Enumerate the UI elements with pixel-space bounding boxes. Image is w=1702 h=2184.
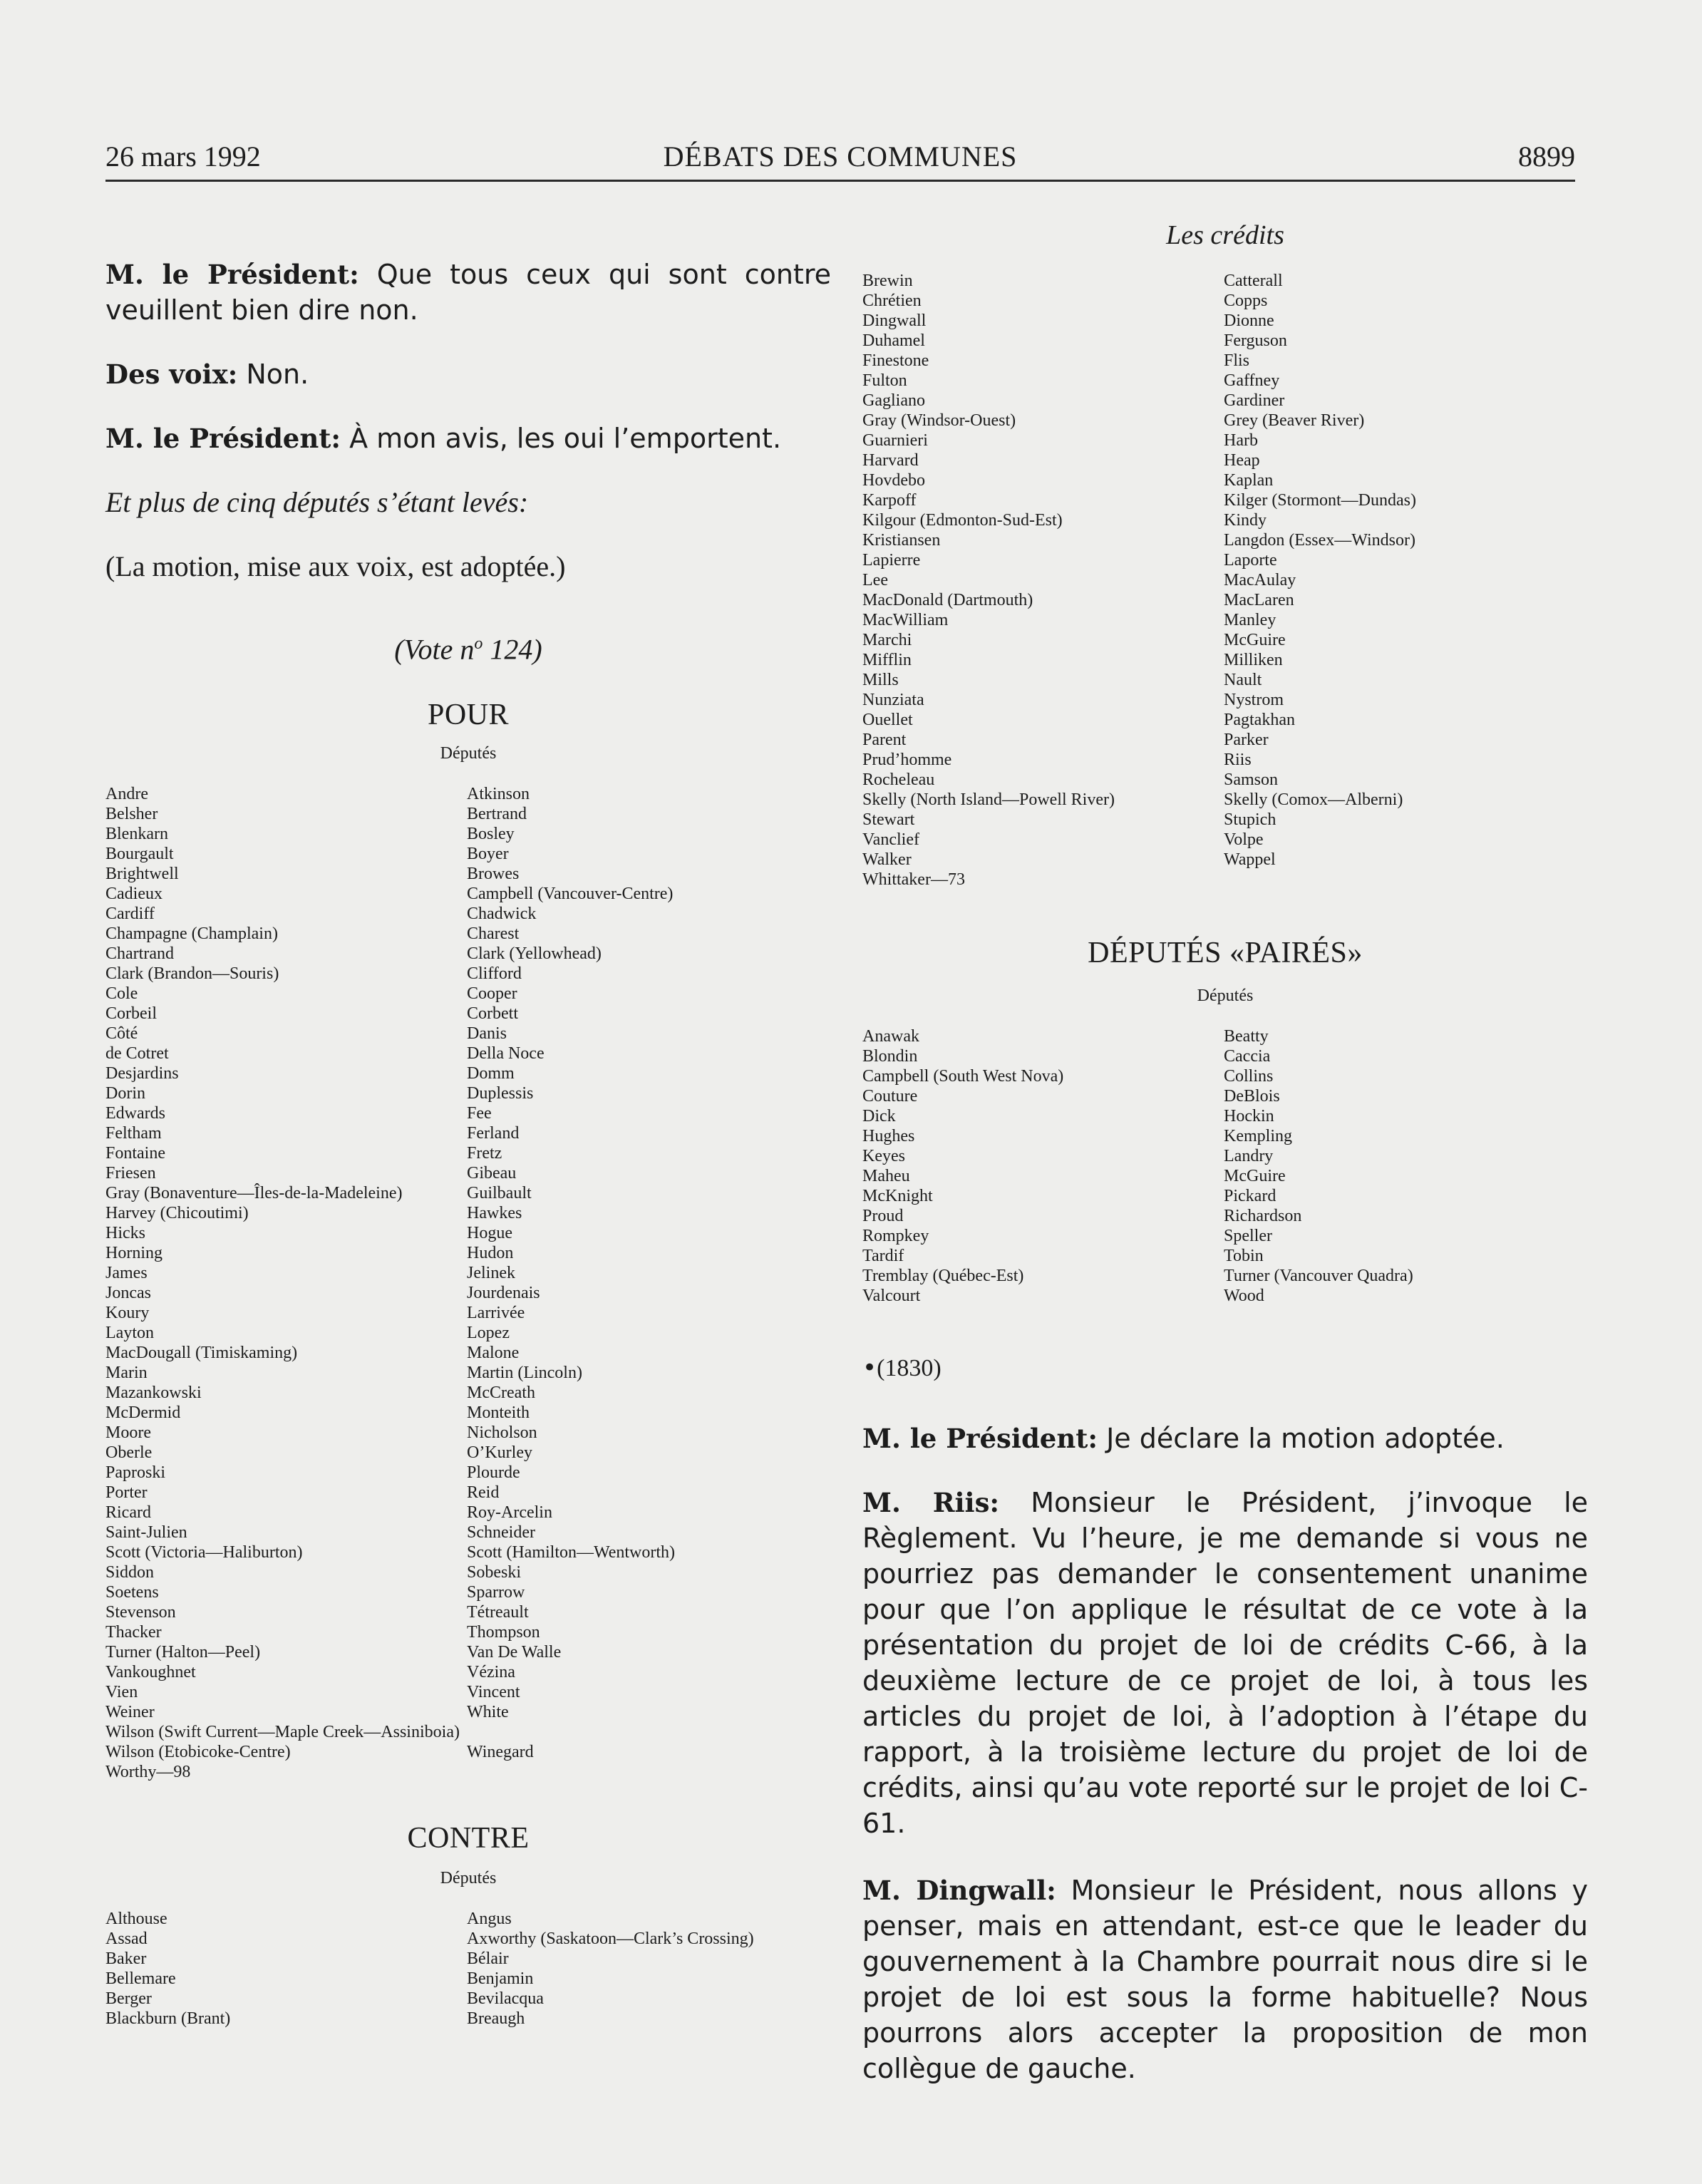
- member-name: Wappel: [1224, 850, 1276, 869]
- pour-subheading: Députés: [440, 744, 497, 763]
- speech-text: À mon avis, les oui l’emportent.: [341, 423, 782, 454]
- speech-text: Monsieur le Président, j’invoque le Règlement. Vu l’heure, je me demande si vous ne pourriez pas demander le consentement unanime pour que l’on applique le résultat de ce vote à la présentation du projet de loi de crédits C-66, à la deuxième lecture de ce projet de loi, à tous les articles du projet de loi, à l’adoption à l’étape du rapport, à la troisième lecture du projet de loi de crédits, ainsi qu’au vote reporté sur le projet de loi C-61.: [862, 1487, 1589, 1839]
- paires-column-1: [862, 1026, 1224, 1306]
- member-name: Siddon: [105, 1563, 155, 1582]
- member-name: Finestone: [862, 351, 929, 370]
- member-name: Bosley: [467, 825, 515, 844]
- member-name: McCreath: [467, 1384, 535, 1403]
- member-name: Guarnieri: [862, 431, 928, 450]
- member-name: Thacker: [105, 1623, 162, 1642]
- member-name: Wilson (Etobicoke-Centre): [105, 1743, 291, 1762]
- member-name: Browes: [467, 865, 520, 884]
- member-name: Kilgour (Edmonton-Sud-Est): [862, 511, 1063, 530]
- member-name: Della Noce: [467, 1044, 545, 1063]
- member-name: Kilger (Stormont—Dundas): [1224, 491, 1416, 510]
- member-name: Van De Walle: [467, 1643, 562, 1662]
- member-name: Duplessis: [467, 1084, 534, 1103]
- contre-column-1: [105, 1909, 467, 2029]
- speaker-name: Des voix:: [105, 359, 238, 390]
- pour-list: [105, 784, 831, 1782]
- member-name: Keyes: [862, 1147, 905, 1165]
- member-name: Vanclief: [862, 830, 919, 849]
- member-name: MacWilliam: [862, 611, 949, 629]
- member-name: MacLaren: [1224, 591, 1294, 609]
- member-name: Atkinson: [467, 785, 530, 804]
- member-name: Chartrand: [105, 944, 174, 964]
- member-name: Dionne: [1224, 311, 1274, 330]
- member-name: Fontaine: [105, 1144, 165, 1163]
- motion-result: (La motion, mise aux voix, est adoptée.): [105, 550, 566, 582]
- member-name: MacDonald (Dartmouth): [862, 591, 1033, 609]
- member-name: MacAulay: [1224, 571, 1296, 589]
- member-name: Bertrand: [467, 805, 527, 824]
- contre-list-left: [105, 1909, 831, 2029]
- contre-heading: CONTRE: [407, 1822, 530, 1855]
- member-name: Skelly (North Island—Powell River): [862, 790, 1115, 809]
- member-name: Beatty: [1224, 1027, 1269, 1046]
- member-name: Whittaker—73: [862, 870, 965, 889]
- member-name: Jelinek: [467, 1264, 515, 1283]
- member-name: Andre: [105, 785, 148, 804]
- member-name: Clark (Brandon—Souris): [105, 964, 279, 984]
- member-name: Mifflin: [862, 651, 912, 669]
- header-title: DÉBATS DES COMMUNES: [663, 140, 1018, 172]
- member-name: Proud: [862, 1207, 904, 1225]
- member-name: Gaffney: [1224, 371, 1280, 390]
- member-name: Layton: [105, 1324, 154, 1343]
- member-name: Ouellet: [862, 711, 913, 729]
- speech-text: Que tous ceux qui sont contre veuillent bien dire non.: [105, 259, 831, 326]
- member-name: Mazankowski: [105, 1384, 202, 1403]
- member-name: Dick: [862, 1107, 896, 1126]
- member-name: Duhamel: [862, 331, 925, 350]
- member-name: James: [105, 1264, 148, 1283]
- member-name: Marin: [105, 1364, 148, 1383]
- member-name: Clark (Yellowhead): [467, 944, 602, 964]
- member-name: Scott (Hamilton—Wentworth): [467, 1543, 676, 1562]
- member-name: Kaplan: [1224, 471, 1274, 490]
- member-name: Tardif: [862, 1247, 904, 1265]
- member-name: Ricard: [105, 1503, 151, 1523]
- member-name: Lapierre: [862, 551, 921, 570]
- member-name: Langdon (Essex—Windsor): [1224, 531, 1415, 550]
- member-name: Nault: [1224, 671, 1262, 689]
- speaker-name: M. Riis:: [862, 1487, 1000, 1518]
- member-name: Caccia: [1224, 1047, 1271, 1066]
- member-name: Axworthy (Saskatoon—Clark’s Crossing): [467, 1930, 754, 1949]
- member-name: Côté: [105, 1024, 138, 1044]
- member-name: Martin (Lincoln): [467, 1364, 582, 1383]
- member-name: Ferguson: [1224, 331, 1287, 350]
- member-name: Lee: [862, 571, 888, 589]
- member-name: Angus: [467, 1910, 512, 1929]
- member-name: Baker: [105, 1949, 147, 1969]
- member-name: Kempling: [1224, 1127, 1292, 1145]
- running-head: Les crédits: [1166, 220, 1284, 250]
- contre-column-4: [1224, 271, 1588, 890]
- member-name: Wilson (Swift Current—Maple Creek—Assiniboia): [105, 1723, 460, 1742]
- member-name: Mills: [862, 671, 899, 689]
- member-name: Anawak: [862, 1027, 919, 1046]
- member-name: Landry: [1224, 1147, 1274, 1165]
- member-name: Couture: [862, 1087, 918, 1106]
- page-number: 8899: [1518, 140, 1575, 172]
- member-name: Catterall: [1224, 272, 1283, 290]
- member-name: Gagliano: [862, 391, 925, 410]
- member-name: Harvey (Chicoutimi): [105, 1204, 249, 1223]
- member-name: Sobeski: [467, 1563, 522, 1582]
- page-header: [105, 140, 1575, 182]
- member-name: Hogue: [467, 1224, 512, 1243]
- member-name: Skelly (Comox—Alberni): [1224, 790, 1403, 809]
- member-name: Richardson: [1224, 1207, 1302, 1225]
- member-name: Larrivée: [467, 1304, 525, 1323]
- member-name: Nystrom: [1224, 691, 1284, 709]
- member-name: Chrétien: [862, 292, 922, 310]
- member-name: [467, 1722, 831, 1742]
- pour-column-1: [105, 784, 467, 1782]
- member-name: Saint-Julien: [105, 1523, 187, 1542]
- contre-subheading: Députés: [440, 1869, 497, 1888]
- member-name: Paproski: [105, 1463, 165, 1483]
- member-name: Pagtakhan: [1224, 711, 1295, 729]
- member-name: Campbell (Vancouver-Centre): [467, 885, 674, 904]
- vote-number: (Vote $n^o$ 124): [394, 633, 542, 666]
- member-name: McGuire: [1224, 1167, 1286, 1185]
- member-name: Domm: [467, 1064, 515, 1083]
- bullet-icon: •: [862, 1354, 877, 1382]
- member-name: Samson: [1224, 771, 1279, 789]
- member-name: Kristiansen: [862, 531, 941, 550]
- member-name: Parent: [862, 731, 907, 749]
- paires-column-2: [1224, 1026, 1588, 1306]
- member-name: Danis: [467, 1024, 507, 1044]
- member-name: McDermid: [105, 1403, 181, 1423]
- member-name: Bevilacqua: [467, 1989, 544, 2009]
- member-name: Winegard: [467, 1743, 534, 1762]
- member-name: Gray (Bonaventure—Îles-de-la-Madeleine): [105, 1184, 403, 1203]
- member-name: Kindy: [1224, 511, 1267, 530]
- speech-text: Monsieur le Président, nous allons y penser, mais en attendant, est-ce que le leader du gouvernement à la Chambre pourrait nous dire si le projet de loi est sous la forme habituelle? Nous pourrons alors accepter la proposition de mon collègue de gauche.: [862, 1875, 1588, 2084]
- stage-direction: Et plus de cinq députés s’étant levés:: [105, 486, 529, 518]
- member-name: Tétreault: [467, 1603, 529, 1622]
- member-name: Vankoughnet: [105, 1663, 196, 1682]
- member-name: Hughes: [862, 1127, 915, 1145]
- member-name: Schneider: [467, 1523, 535, 1542]
- member-name: Volpe: [1224, 830, 1264, 849]
- speech-text: Je déclare la motion adoptée.: [1098, 1423, 1505, 1454]
- member-name: Manley: [1224, 611, 1276, 629]
- member-name: MacDougall (Timiskaming): [105, 1344, 298, 1363]
- member-name: Turner (Vancouver Quadra): [1224, 1267, 1413, 1285]
- member-name: Blondin: [862, 1047, 918, 1066]
- member-name: Milliken: [1224, 651, 1283, 669]
- member-name: Fulton: [862, 371, 907, 390]
- member-name: Benjamin: [467, 1969, 534, 1989]
- member-name: Pickard: [1224, 1187, 1276, 1205]
- member-name: Reid: [467, 1483, 500, 1503]
- member-name: Maheu: [862, 1167, 910, 1185]
- member-name: Cadieux: [105, 885, 163, 904]
- member-name: Dingwall: [862, 311, 927, 330]
- member-name: Chadwick: [467, 905, 537, 924]
- paires-list: [862, 1026, 1588, 1306]
- contre-column-2: [467, 1909, 831, 2029]
- member-name: Rompkey: [862, 1227, 929, 1245]
- member-name: Gibeau: [467, 1164, 517, 1183]
- speaker-name: M. le Président:: [105, 423, 341, 454]
- member-name: Marchi: [862, 631, 912, 649]
- member-name: Walker: [862, 850, 912, 869]
- speech-president-2: [105, 421, 831, 456]
- member-name: Tremblay (Québec-Est): [862, 1267, 1024, 1285]
- member-name: Malone: [467, 1344, 520, 1363]
- member-name: Roy-Arcelin: [467, 1503, 552, 1523]
- member-name: Soetens: [105, 1583, 159, 1602]
- paires-subheading: Députés: [1197, 987, 1254, 1005]
- member-name: O’Kurley: [467, 1443, 532, 1463]
- member-name: Moore: [105, 1423, 151, 1443]
- member-name: White: [467, 1703, 509, 1722]
- speech-dingwall: [862, 1873, 1588, 2086]
- member-name: Desjardins: [105, 1064, 179, 1083]
- pour-column-2: [467, 784, 831, 1782]
- member-name: Feltham: [105, 1124, 162, 1143]
- member-name: Thompson: [467, 1623, 540, 1642]
- left-column: [105, 257, 831, 2029]
- member-name: Cooper: [467, 984, 517, 1004]
- member-name: Oberle: [105, 1443, 153, 1463]
- member-name: Fee: [467, 1104, 492, 1123]
- member-name: Harvard: [862, 451, 919, 470]
- member-name: Tobin: [1224, 1247, 1264, 1265]
- member-name: Jourdenais: [467, 1284, 540, 1303]
- member-name: Stewart: [862, 810, 915, 829]
- member-name: Vincent: [467, 1683, 520, 1702]
- member-name: Heap: [1224, 451, 1260, 470]
- member-name: Guilbault: [467, 1184, 532, 1203]
- member-name: Monteith: [467, 1403, 530, 1423]
- member-name: Nicholson: [467, 1423, 537, 1443]
- member-name: Stevenson: [105, 1603, 176, 1622]
- member-name: de Cotret: [105, 1044, 169, 1063]
- member-name: Cole: [105, 984, 138, 1004]
- member-name: Corbett: [467, 1004, 518, 1024]
- pour-heading: POUR: [427, 699, 510, 732]
- member-name: Bellemare: [105, 1969, 176, 1989]
- member-name: Rocheleau: [862, 771, 935, 789]
- member-name: Hicks: [105, 1224, 145, 1243]
- member-name: Koury: [105, 1304, 150, 1323]
- member-name: Edwards: [105, 1104, 165, 1123]
- member-name: Gray (Windsor-Ouest): [862, 411, 1016, 430]
- member-name: Bourgault: [105, 845, 174, 864]
- member-name: Laporte: [1224, 551, 1277, 570]
- member-name: Hockin: [1224, 1107, 1274, 1126]
- contre-column-3: [862, 271, 1224, 890]
- member-name: Friesen: [105, 1164, 156, 1183]
- member-name: Wood: [1224, 1287, 1264, 1305]
- member-name: Lopez: [467, 1324, 510, 1343]
- member-name: Charest: [467, 924, 520, 944]
- member-name: Boyer: [467, 845, 509, 864]
- speaker-name: M. Dingwall:: [862, 1875, 1056, 1906]
- member-name: Scott (Victoria—Haliburton): [105, 1543, 303, 1562]
- member-name: Weiner: [105, 1703, 155, 1722]
- member-name: Bélair: [467, 1949, 509, 1969]
- member-name: Valcourt: [862, 1287, 921, 1305]
- member-name: Hudon: [467, 1244, 514, 1263]
- speaker-name: M. le Président:: [105, 259, 359, 290]
- member-name: Horning: [105, 1244, 163, 1263]
- member-name: Flis: [1224, 351, 1250, 370]
- member-name: Harb: [1224, 431, 1258, 450]
- member-name: Blenkarn: [105, 825, 168, 844]
- member-name: Blackburn (Brant): [105, 2009, 231, 2029]
- member-name: Joncas: [105, 1284, 151, 1303]
- member-name: Collins: [1224, 1067, 1274, 1086]
- member-name: Porter: [105, 1483, 148, 1503]
- member-name: Campbell (South West Nova): [862, 1067, 1064, 1086]
- speech-riis: [862, 1485, 1588, 1841]
- member-name: Hovdebo: [862, 471, 925, 490]
- speaker-name: M. le Président:: [862, 1423, 1098, 1454]
- member-name: Riis: [1224, 751, 1252, 769]
- member-name: Vézina: [467, 1663, 515, 1682]
- member-name: Nunziata: [862, 691, 924, 709]
- member-name: Prud’homme: [862, 751, 952, 769]
- member-name: DeBlois: [1224, 1087, 1280, 1106]
- member-name: Champagne (Champlain): [105, 924, 278, 944]
- member-name: Turner (Halton—Peel): [105, 1643, 261, 1662]
- member-name: McGuire: [1224, 631, 1286, 649]
- time-stamp: [862, 1349, 1588, 1386]
- member-name: Clifford: [467, 964, 522, 984]
- member-name: Gardiner: [1224, 391, 1285, 410]
- member-name: Copps: [1224, 292, 1268, 310]
- member-name: Brightwell: [105, 865, 179, 884]
- contre-list-right: [862, 271, 1588, 890]
- member-name: Dorin: [105, 1084, 145, 1103]
- paires-heading: DÉPUTÉS «PAIRÉS»: [1088, 937, 1363, 969]
- speech-text: Non.: [237, 359, 309, 390]
- member-name: Grey (Beaver River): [1224, 411, 1365, 430]
- member-name: Parker: [1224, 731, 1269, 749]
- member-name: Ferland: [467, 1124, 520, 1143]
- member-name: Breaugh: [467, 2009, 525, 2029]
- member-name: Sparrow: [467, 1583, 525, 1602]
- member-name: Fretz: [467, 1144, 502, 1163]
- member-name: McKnight: [862, 1187, 933, 1205]
- time-value: (1830): [877, 1355, 942, 1381]
- member-name: Althouse: [105, 1910, 167, 1929]
- member-name: Worthy—98: [105, 1763, 191, 1782]
- member-name: Berger: [105, 1989, 152, 2009]
- member-name: Corbeil: [105, 1004, 157, 1024]
- member-name: Karpoff: [862, 491, 917, 510]
- member-name: Cardiff: [105, 905, 155, 924]
- member-name: Brewin: [862, 272, 913, 290]
- member-name: Hawkes: [467, 1204, 522, 1223]
- member-name: Belsher: [105, 805, 158, 824]
- header-date: 26 mars 1992: [105, 140, 261, 172]
- right-column: [862, 214, 1588, 2086]
- member-name: Stupich: [1224, 810, 1276, 829]
- speech-president-3: [862, 1421, 1588, 1456]
- member-name: Vien: [105, 1683, 138, 1702]
- member-name: Plourde: [467, 1463, 520, 1483]
- speech-voices: [105, 356, 831, 392]
- speech-president-1: [105, 257, 831, 328]
- member-name: Assad: [105, 1930, 148, 1949]
- member-name: Speller: [1224, 1227, 1272, 1245]
